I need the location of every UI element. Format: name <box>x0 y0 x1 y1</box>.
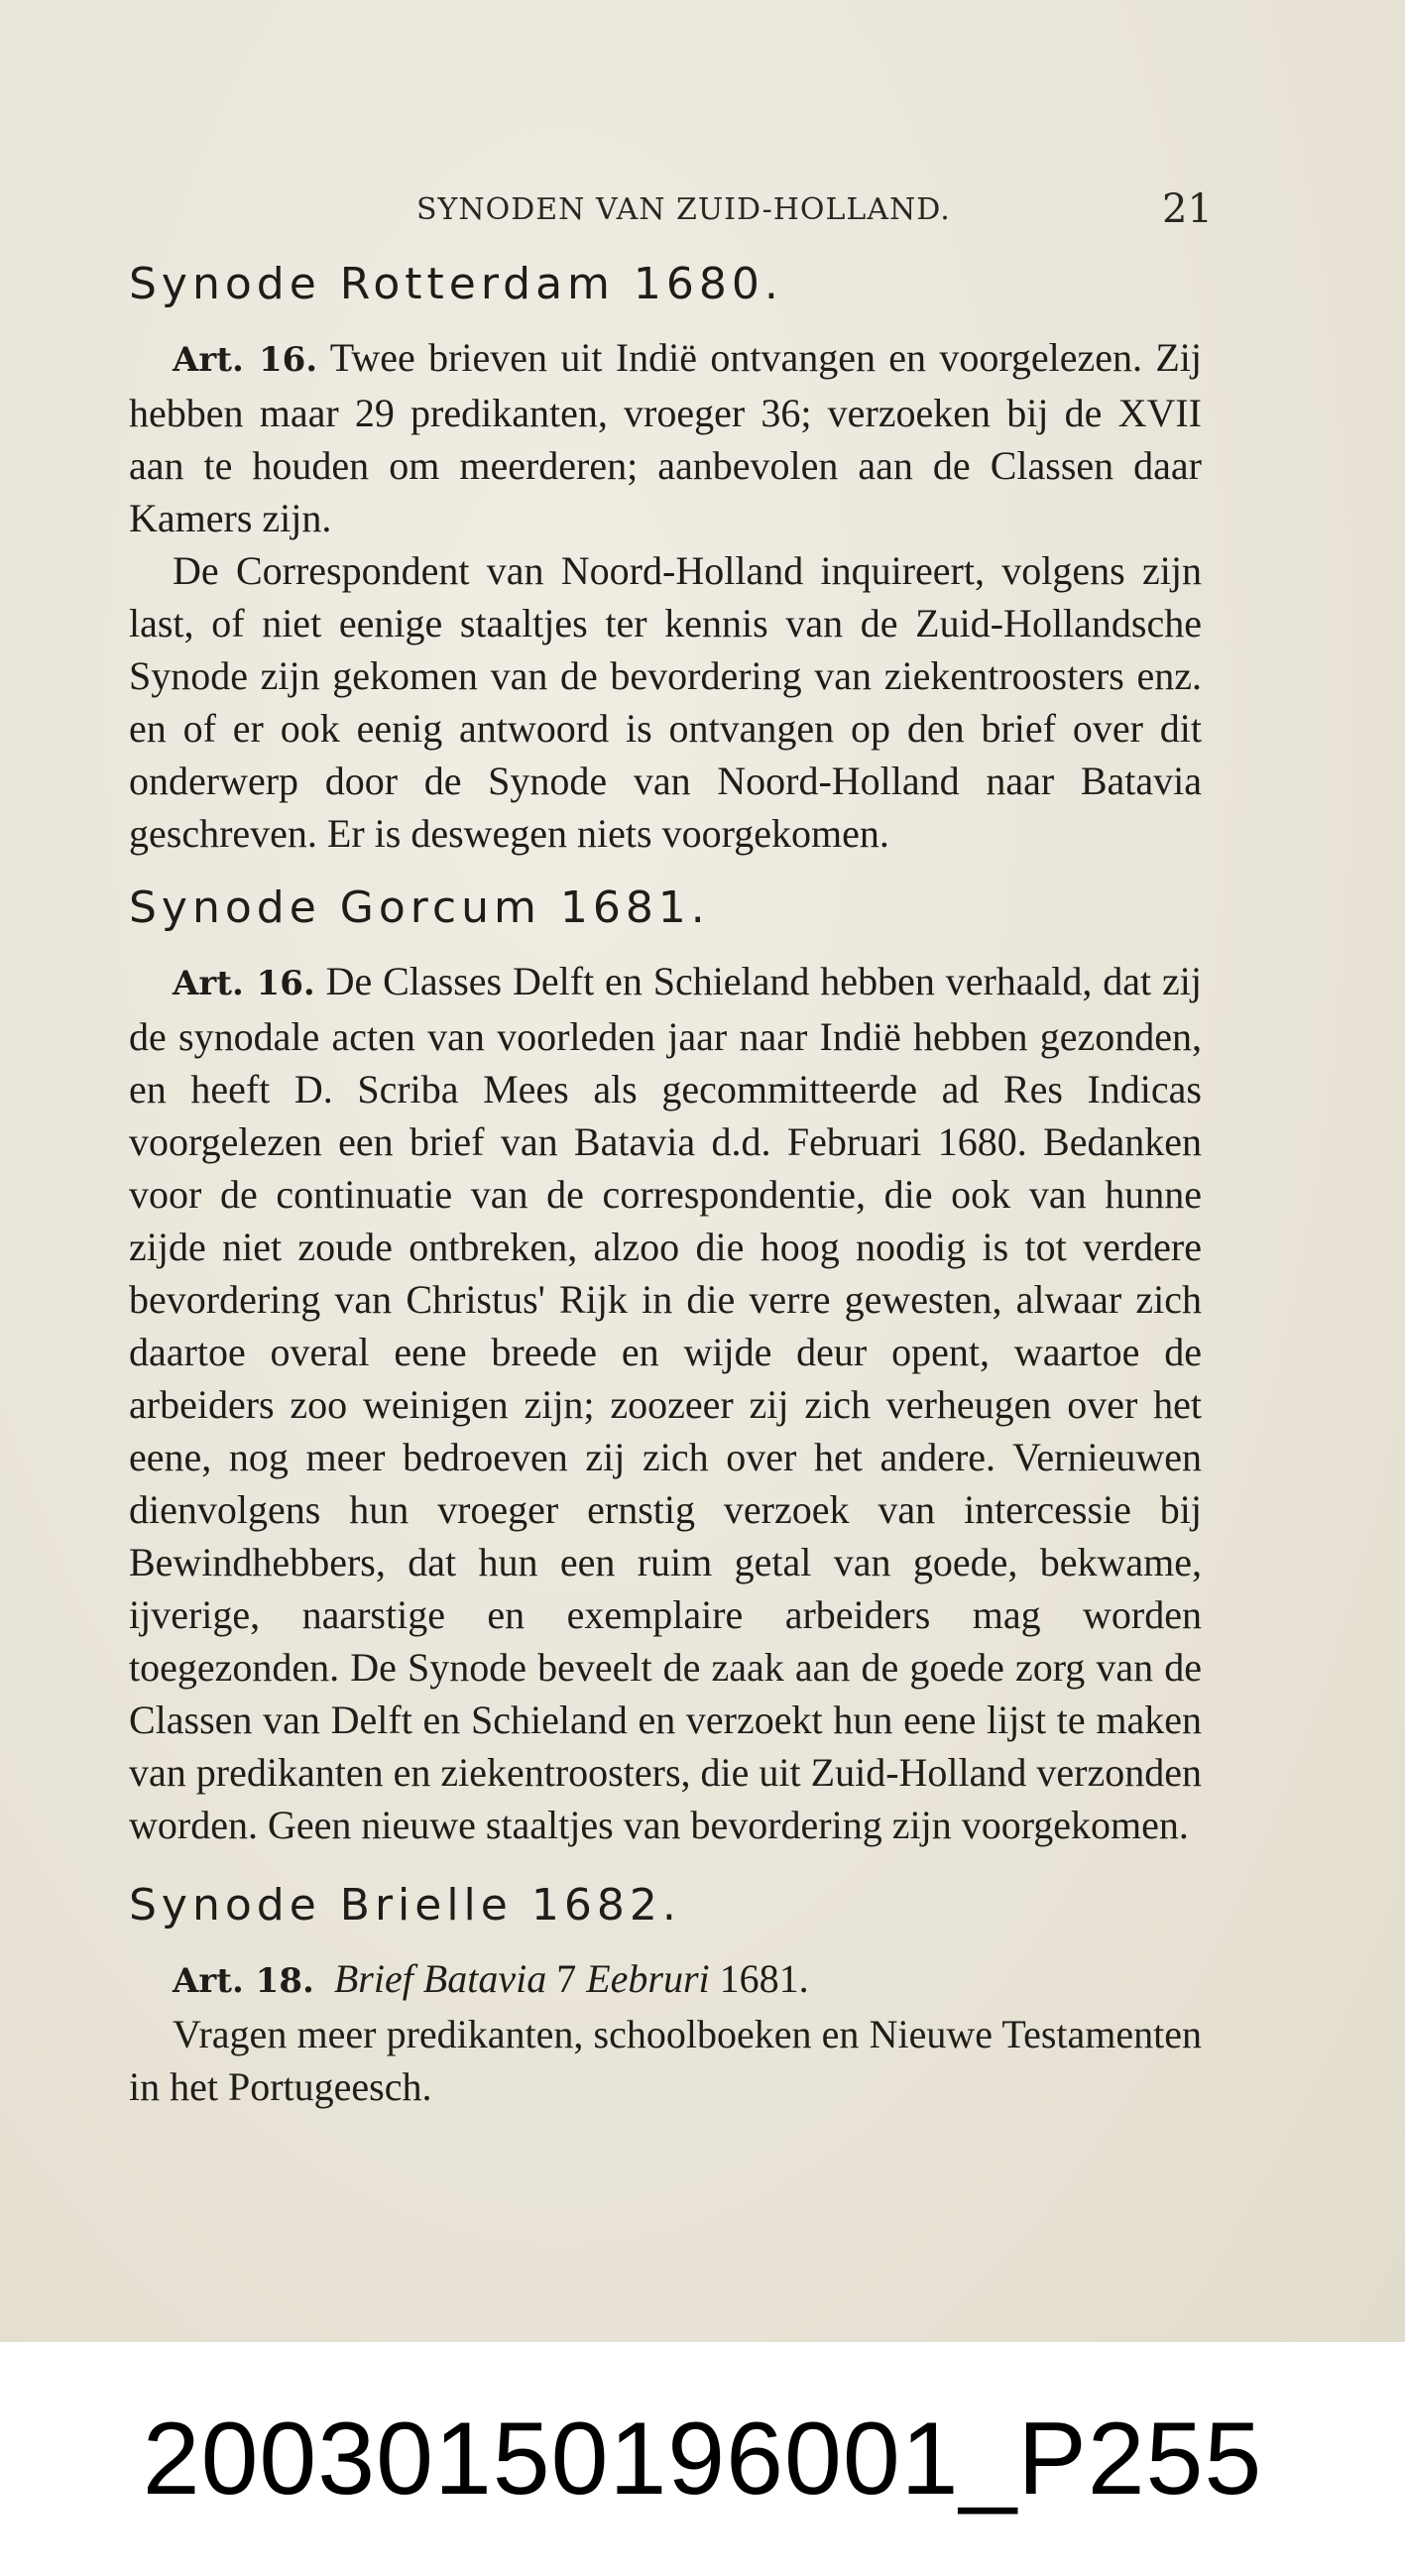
article-label: Art. 16. <box>173 340 318 380</box>
paragraph: De Correspondent van Noord-Holland inquireert, volgens zijn last, of niet eenige staaltjes ter kennis van de Zuid-Hollandsche Synode zijn gekomen van de bevordering van ziekentroosters enz. en of er ook eenig antwoord is ontvangen op den brief over dit onderwerp door de Synode van Noord-Holland naar Batavia geschreven. Er is deswegen niets voorgekomen. <box>129 548 1202 856</box>
brief-day: 7 <box>556 1956 577 2001</box>
running-title: SYNODEN VAN ZUID-HOLLAND. <box>416 192 951 227</box>
brief-month: Eebruri <box>586 1956 710 2001</box>
article-label: Art. 16. <box>173 964 315 1003</box>
article-text: Twee brieven uit Indië ontvangen en voorgelezen. Zij hebben maar 29 predikanten, vroeger 36; verzoeken bij de XVII aan te houden om meerderen; aanbevolen aan de Classen daar Kamers zijn. <box>129 335 1203 540</box>
synode-heading-brielle: Synode Brielle 1682. <box>129 1880 681 1931</box>
synode-heading-rotterdam: Synode Rotterdam 1680. <box>129 259 783 309</box>
body-text <box>129 256 1202 2113</box>
paragraph: Vragen meer predikanten, schoolboeken en Nieuwe Testamenten in het Portugeesch. <box>129 2012 1202 2109</box>
brief-year: 1681. <box>719 1956 809 2001</box>
scan-identifier: 20030150196001_P255 <box>0 2342 1405 2576</box>
page-number: 21 <box>1162 186 1213 232</box>
article-text: De Classes Delft en Schieland hebben verhaald, dat zij de synodale acten van voorleden jaar naar Indië hebben gezonden, en heeft D. Scriba Mees als gecommitteerde ad Res Indicas voorgelezen een brief van Batavia d.d. Februari 1680. Bedanken voor de continuatie van de correspondentie, die ook van hunne zijde niet zoude ontbreken, alzoo die hoog noodig is tot verdere bevordering van Christus' Rijk in die verre gewesten, alwaar zich daartoe overal eene breede en wijde deur opent, waartoe de arbeiders zoo weinigen zijn; zoozeer zij zich verheugen over het eene, nog meer bedroeven zij zich over het andere. Vernieuwen dienvolgens hun vroeger ernstig verzoek van intercessie bij Bewindhebbers, dat hun een ruim getal van goede, bekwame, ijverige, naarstige en exemplaire arbeiders mag worden toegezonden. De Synode beveelt de zaak aan de goede zorg van de Classen van Delft en Schieland en verzoekt hun eene lijst te maken van predikanten en ziekentroosters, die uit Zuid-Holland verzonden worden. Geen nieuwe staaltjes van bevordering zijn voorgekomen. <box>129 959 1202 1847</box>
article-paragraph <box>129 331 1202 544</box>
article-paragraph <box>129 1952 1202 2008</box>
running-header <box>0 186 1405 236</box>
brief-title: Brief Batavia <box>333 1956 547 2001</box>
article-label: Art. 18. <box>173 1961 314 2001</box>
synode-heading-gorcum: Synode Gorcum 1681. <box>129 882 710 933</box>
article-paragraph <box>129 955 1202 1851</box>
